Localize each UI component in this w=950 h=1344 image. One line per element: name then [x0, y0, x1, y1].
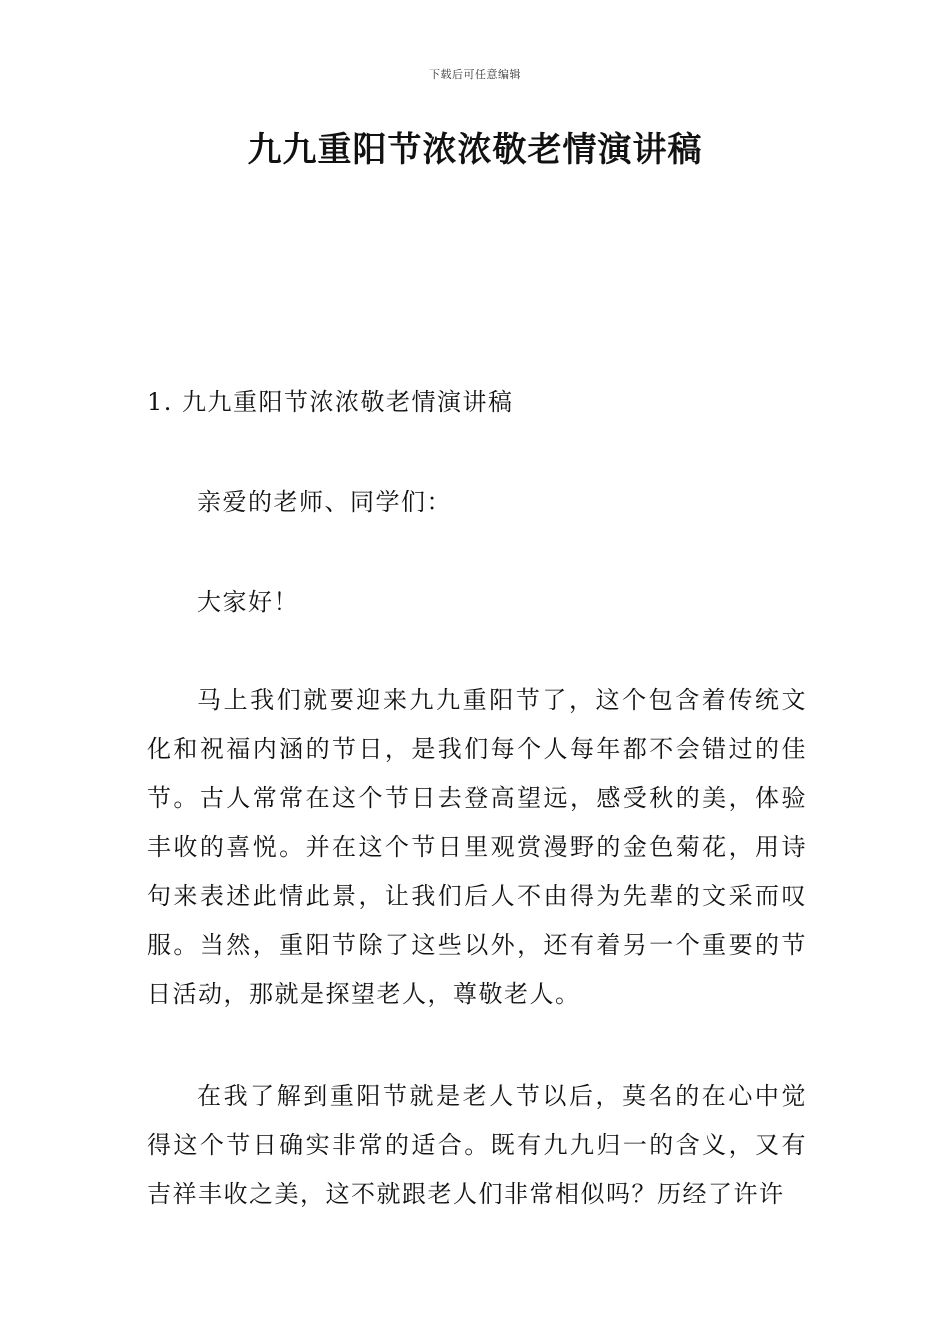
- header-note: 下载后可任意编辑: [429, 68, 521, 81]
- greeting: 大家好！: [197, 588, 299, 616]
- document-title: 九九重阳节浓浓敬老情演讲稿: [247, 130, 703, 170]
- section-heading: 1. 九九重阳节浓浓敬老情演讲稿: [147, 388, 514, 416]
- paragraph: 马上我们就要迎来九九重阳节了，这个包含着传统文化和祝福内涵的节日，是我们每个人每年都不会错过的佳节。古人常常在这个节日去登高望远，感受秋的美，体验丰收的喜悦。并在这个节日里观赏漫野的金色菊花，用诗句来表述此情此景，让我们后人不由得为先辈的文采而叹服。当然，重阳节除了这些以外，还有着另一个重要的节日活动，那就是探望老人，尊敬老人。: [147, 686, 807, 1008]
- salutation: 亲爱的老师、同学们：: [197, 488, 452, 516]
- paragraph: 在我了解到重阳节就是老人节以后，莫名的在心中觉得这个节日确实非常的适合。既有九九归一的含义，又有吉祥丰收之美，这不就跟老人们非常相似吗？历经了许许: [147, 1082, 807, 1208]
